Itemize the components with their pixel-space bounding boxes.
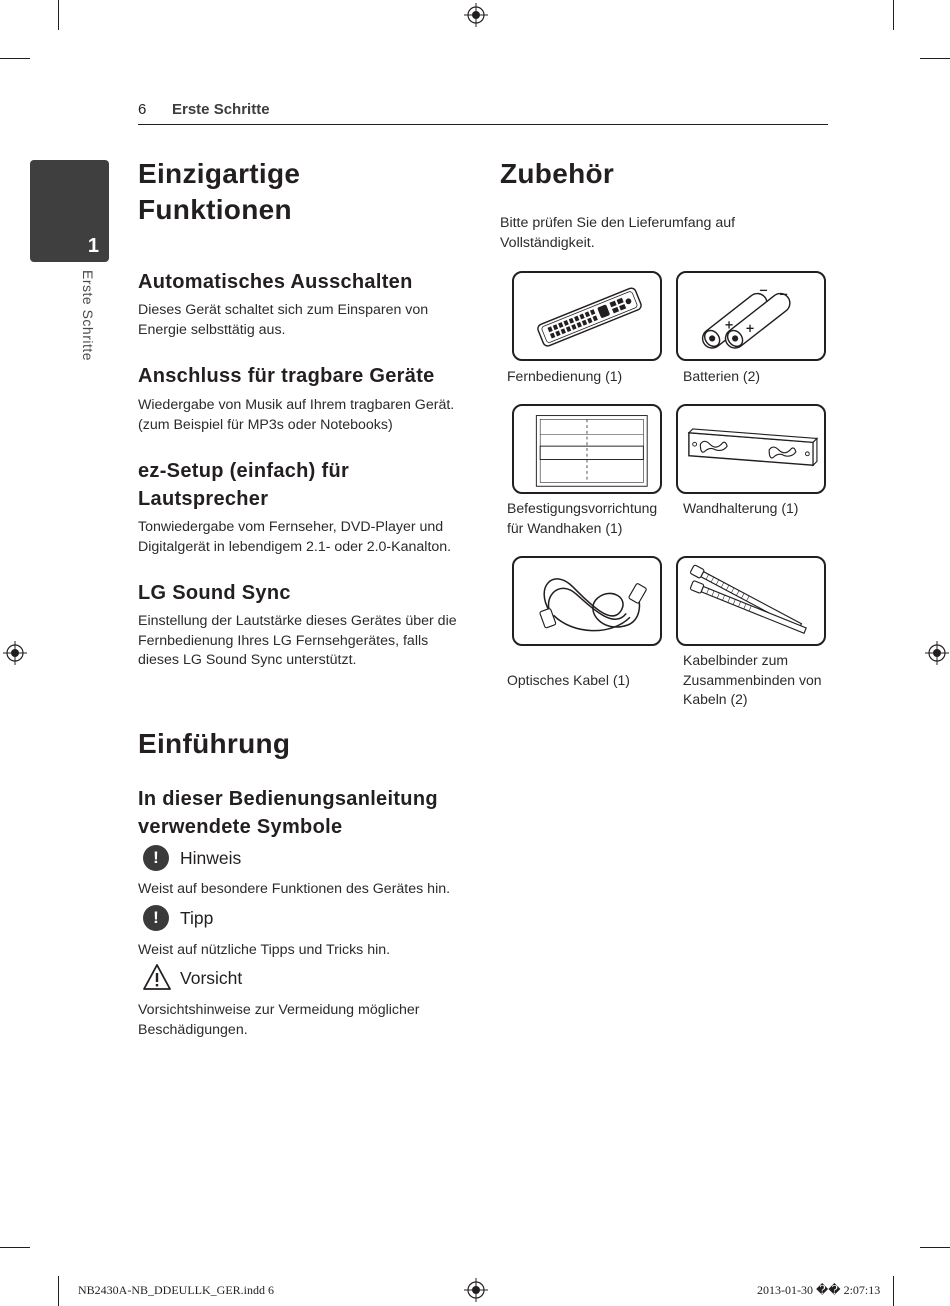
registration-mark-icon — [925, 641, 949, 665]
page-number: 6 — [138, 101, 147, 118]
feature-title: ez-Setup (einfach) für Lautsprecher — [138, 460, 350, 510]
accessory-label: Kabelbinder zum Zusammenbinden von Kabeln (2) — [683, 652, 822, 707]
crop-mark — [920, 1247, 950, 1248]
footer-file-info: NB2430A-NB_DDEULLK_GER.indd 6 — [78, 1283, 274, 1297]
running-header-title: Erste Schritte — [172, 101, 270, 118]
crop-mark — [0, 58, 30, 59]
optical-cable-icon — [512, 556, 662, 646]
registration-mark-icon — [464, 1278, 488, 1302]
accessories-title: Zubehör — [500, 158, 615, 189]
svg-text:+: + — [745, 321, 755, 336]
accessory-label: Fernbedienung (1) — [507, 368, 623, 384]
exclamation-icon: ! — [143, 905, 169, 931]
caution-label: Vorsicht — [180, 968, 243, 988]
wall-bracket-icon — [676, 404, 826, 494]
mounting-template-icon — [512, 404, 662, 494]
accessory-label: Batterien (2) — [683, 368, 761, 384]
feature-body: Wiedergabe von Musik auf Ihrem tragbaren Gerät. (zum Beispiel für MP3s oder Notebooks) — [138, 397, 455, 433]
chapter-tab — [30, 160, 109, 262]
feature-title: Automatisches Ausschalten — [138, 271, 413, 293]
remote-control-icon — [512, 271, 662, 361]
registration-mark-icon — [464, 3, 488, 27]
accessory-label: Optisches Kabel (1) — [507, 672, 630, 688]
svg-text:−: − — [778, 286, 789, 301]
registration-mark-icon — [3, 641, 27, 665]
accessory-label: Wandhalterung (1) — [683, 500, 799, 516]
feature-title: Anschluss für tragbare Geräte — [138, 365, 435, 387]
tip-body: Weist auf nützliche Tipps und Tricks hin. — [138, 942, 391, 958]
crop-mark — [893, 0, 894, 30]
cable-ties-icon — [676, 556, 826, 646]
crop-mark — [58, 0, 59, 30]
footer-date-time: 2013-01-30 �� 2:07:13 — [757, 1283, 881, 1297]
feature-body: Dieses Gerät schaltet sich zum Einsparen von Energie selbsttätig aus. — [138, 302, 429, 338]
exclamation-icon: ! — [143, 845, 169, 871]
header-rule — [138, 124, 828, 125]
batteries-icon — [676, 271, 826, 361]
svg-text:−: − — [758, 283, 769, 298]
introduction-title: Einführung — [138, 728, 291, 759]
note-body: Weist auf besondere Funktionen des Gerätes hin. — [138, 881, 451, 897]
crop-mark — [893, 1276, 894, 1306]
note-label: Hinweis — [180, 848, 242, 868]
feature-body: Tonwiedergabe vom Fernseher, DVD-Player und Digitalgerät in lebendigem 2.1- oder 2.0-Kanalton. — [138, 519, 452, 555]
feature-title: LG Sound Sync — [138, 582, 291, 604]
unique-features-title: Einzigartige Funktionen — [138, 158, 301, 225]
crop-mark — [0, 1247, 30, 1248]
accessory-label: Befestigungsvorrichtung für Wandhaken (1) — [507, 500, 658, 536]
tip-label: Tipp — [180, 908, 214, 928]
caution-body: Vorsichtshinweise zur Vermeidung möglicher Beschädigungen. — [138, 1002, 420, 1038]
chapter-number: 1 — [87, 235, 99, 257]
warning-triangle-icon — [142, 963, 172, 991]
feature-body: Einstellung der Lautstärke dieses Gerätes über die Fernbedienung Ihres LG Fernsehgerätes, falls dieses LG Sound Sync unterstützt. — [138, 613, 457, 668]
svg-text:+: + — [724, 317, 734, 332]
accessories-intro: Bitte prüfen Sie den Lieferumfang auf Vollständigkeit. — [500, 215, 736, 251]
symbols-title: In dieser Bedienungsanleitung verwendete Symbole — [138, 788, 438, 838]
chapter-side-label: Erste Schritte — [80, 270, 96, 362]
crop-mark — [920, 58, 950, 59]
crop-mark — [58, 1276, 59, 1306]
